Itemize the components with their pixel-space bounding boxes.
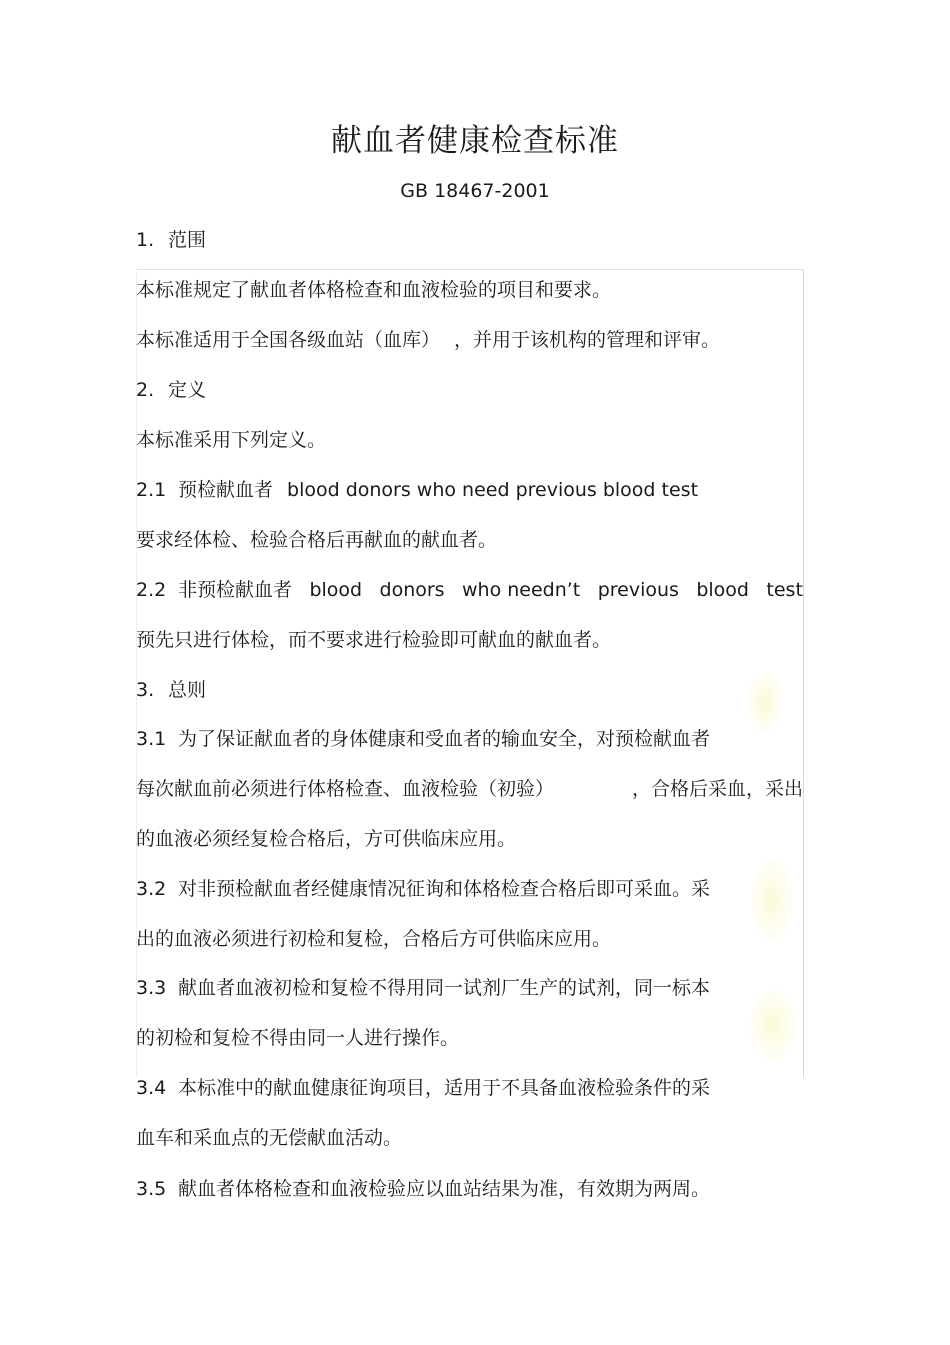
text-segment: 每次献血前必须进行体格检查、血液检验（初验） bbox=[136, 778, 555, 800]
section-heading bbox=[136, 675, 206, 705]
paragraph-line bbox=[136, 774, 803, 804]
term-cn-group bbox=[136, 575, 292, 605]
clause-number: 2.2 bbox=[136, 579, 167, 601]
clause-line bbox=[136, 973, 710, 1003]
clause-text: 本标准中的献血健康征询项目，适用于不具备血液检验条件的采 bbox=[178, 1077, 711, 1099]
clause-line bbox=[136, 724, 710, 754]
term-en-word: previous bbox=[597, 579, 679, 601]
paragraph-line: 要求经体检、检验合格后再献血的献血者。 bbox=[136, 529, 498, 551]
definition-line bbox=[136, 475, 698, 505]
text-segment: ，并用于该机构的管理和评审。 bbox=[454, 329, 721, 351]
paragraph-line: 预先只进行体检，而不要求进行检验即可献血的献血者。 bbox=[136, 629, 612, 651]
clause-text: 献血者体格检查和血液检验应以血站结果为准，有效期为两周。 bbox=[178, 1178, 711, 1200]
term-en-word: who needn’t bbox=[462, 579, 581, 601]
section-heading bbox=[136, 225, 206, 255]
paragraph-line: 血车和采血点的无偿献血活动。 bbox=[136, 1127, 403, 1149]
term-cn: 预检献血者 bbox=[178, 479, 274, 501]
clause-number: 2.1 bbox=[136, 479, 167, 501]
paper-stain bbox=[748, 672, 782, 732]
term-en: blood donors who need previous blood test bbox=[287, 479, 699, 501]
clause-number: 3.4 bbox=[136, 1077, 167, 1099]
document-title: 献血者健康检查标准 bbox=[331, 123, 619, 159]
scan-border-frame bbox=[136, 269, 804, 1077]
term-en-word: donors bbox=[379, 579, 445, 601]
standard-code: GB 18467-2001 bbox=[400, 180, 550, 202]
clause-text: 献血者血液初检和复检不得用同一试剂厂生产的试剂，同一标本 bbox=[178, 977, 711, 999]
term-en-word: blood bbox=[309, 579, 363, 601]
paragraph-line: 的血液必须经复检合格后，方可供临床应用。 bbox=[136, 828, 517, 850]
definition-line bbox=[136, 575, 803, 605]
section-title: 总则 bbox=[168, 679, 207, 701]
clause-line bbox=[136, 1174, 710, 1204]
paragraph-line: 出的血液必须进行初检和复检，合格后方可供临床应用。 bbox=[136, 928, 612, 950]
clause-number: 3.1 bbox=[136, 728, 167, 750]
section-number: 1. bbox=[136, 229, 155, 251]
text-segment: ，合格后采血，采出 bbox=[631, 778, 803, 800]
text-segment: 本标准适用于全国各级血站（血库） bbox=[136, 329, 441, 351]
section-title: 定义 bbox=[168, 379, 207, 401]
clause-line bbox=[136, 874, 710, 904]
clause-text: 对非预检献血者经健康情况征询和体格检查合格后即可采血。采 bbox=[178, 878, 711, 900]
paragraph-line: 本标准规定了献血者体格检查和血液检验的项目和要求。 bbox=[136, 279, 612, 301]
clause-number: 3.2 bbox=[136, 878, 167, 900]
section-number: 3. bbox=[136, 679, 155, 701]
paragraph-line bbox=[136, 325, 720, 355]
clause-text: 为了保证献血者的身体健康和受血者的输血安全，对预检献血者 bbox=[178, 728, 711, 750]
clause-number: 3.3 bbox=[136, 977, 167, 999]
term-cn: 非预检献血者 bbox=[178, 579, 293, 601]
paragraph-line: 本标准采用下列定义。 bbox=[136, 429, 327, 451]
term-en-word: test bbox=[766, 579, 803, 601]
section-title: 范围 bbox=[168, 229, 207, 251]
paper-stain bbox=[750, 990, 796, 1060]
section-heading bbox=[136, 375, 206, 405]
section-number: 2. bbox=[136, 379, 155, 401]
clause-line bbox=[136, 1073, 710, 1103]
paragraph-line: 的初检和复检不得由同一人进行操作。 bbox=[136, 1027, 460, 1049]
clause-number: 3.5 bbox=[136, 1178, 167, 1200]
term-en-word: blood bbox=[696, 579, 749, 601]
paper-stain bbox=[752, 860, 792, 940]
